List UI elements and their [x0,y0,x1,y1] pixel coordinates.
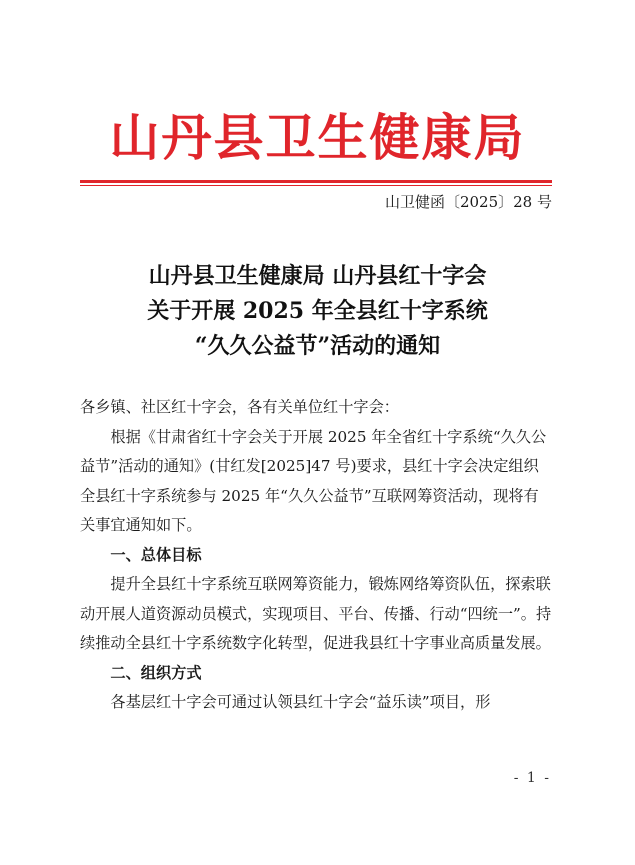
red-header-rule-thin [80,185,552,186]
red-header-rule-thick [80,180,552,183]
section-2-heading: 二、组织方式 [110,663,202,682]
document-number: 山卫健函〔2025〕28 号 [384,193,552,211]
section-1-paragraph: 提升全县红十字系统互联网筹资能力，锻炼网络筹资队伍，探索联动开展人道资源动员模式，实现项目、平台、传播、行动“四统一”。持续推动全县红十字系统数字化转型，促进我县红十字事业高质量发展。 [80,575,552,652]
agency-header: 山丹县卫生健康局 [109,108,526,167]
document-title [0,259,635,364]
document-body [80,393,552,718]
addressee: 各乡镇、社区红十字会，各有关单位红十字会： [80,398,399,416]
title-line-2: 关于开展 2025 年全县红十字系统 [147,298,488,324]
title-line-3: “久久公益节”活动的通知 [194,333,441,359]
page-number: - 1 - [513,770,551,786]
section-2-paragraph: 各基层红十字会可通过认领县红十字会“益乐读”项目，形 [110,693,491,711]
intro-paragraph: 根据《甘肃省红十字会关于开展 2025 年全省红十字系统“久久公益节”活动的通知》(甘红发[2025]47 号)要求，县红十字会决定组织全县红十字系统参与 2025 年“久久公益节”互联网筹资活动，现将有关事宜通知如下。 [80,427,547,534]
title-line-1: 山丹县卫生健康局 山丹县红十字会 [148,263,487,289]
section-1-heading: 一、总体目标 [110,545,202,564]
